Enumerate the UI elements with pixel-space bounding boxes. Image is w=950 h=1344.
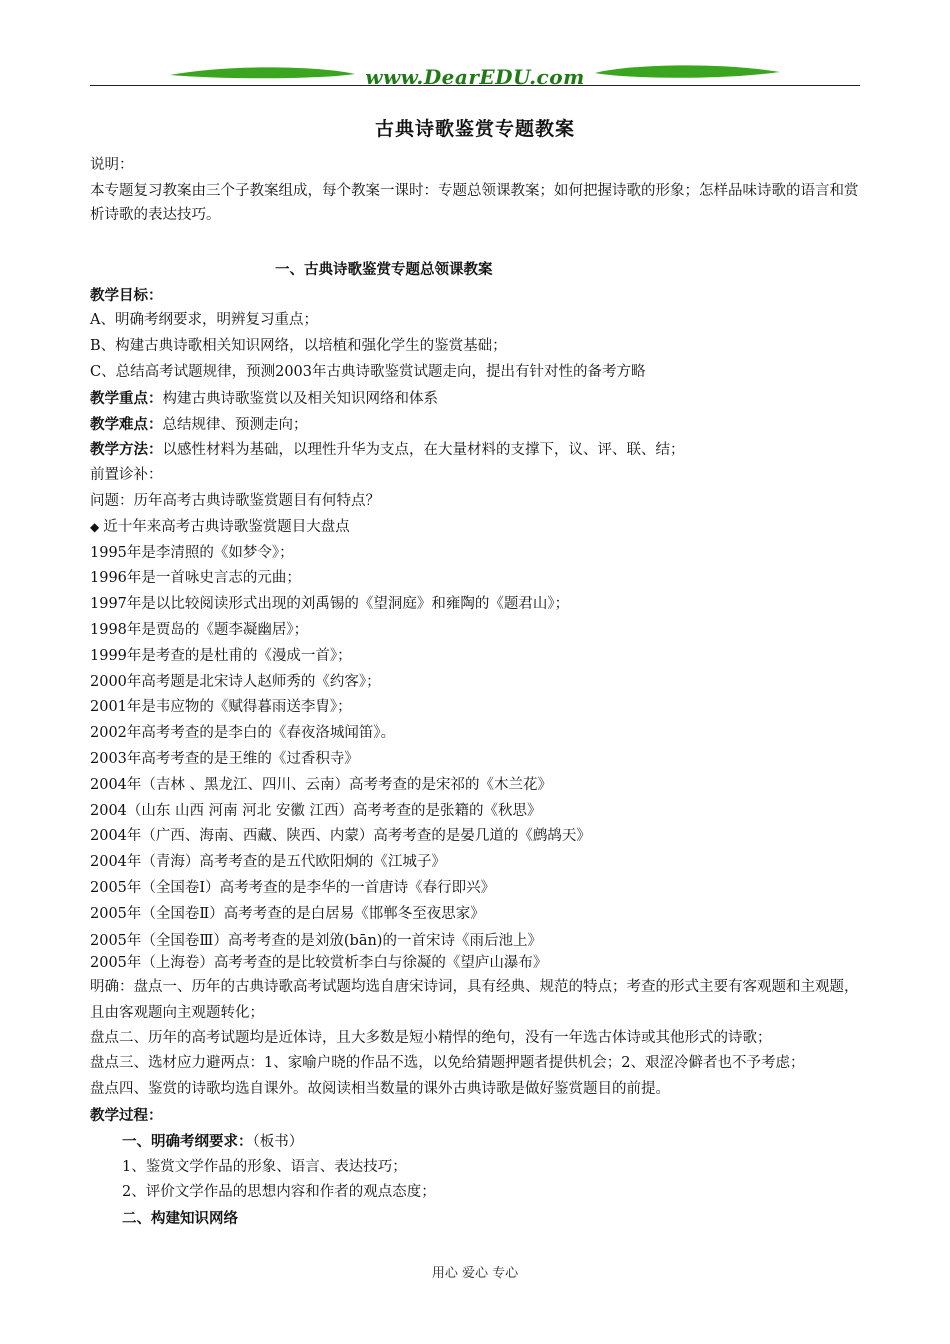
method-label: 教学方法： xyxy=(90,441,163,459)
site-logo-text: www.DearEDU.com xyxy=(365,65,585,89)
page-footer: 用心 爱心 专心 xyxy=(431,1266,519,1281)
year-item: 2002年高考考查的是李白的《春夜洛城闻笛》。 xyxy=(90,725,396,742)
point-item: 盘点二、历年的高考试题均是近体诗，且大多数是短小精悍的绝句，没有一年选古体诗或其他形式的诗歌； xyxy=(90,1029,772,1046)
year-item: 2004年（吉林 、黑龙江、四川、云南）高考考查的是宋祁的《木兰花》 xyxy=(90,776,553,793)
clarify-text: 明确：盘点一、历年的古典诗歌高考试题均选自唐宋诗词，具有经典、规范的特点；考查的形式主要有客观题和主观题，且由客观题向主观题转化； xyxy=(90,978,859,1021)
intro-text: 本专题复习教案由三个子教案组成，每个教案一课时：专题总领课教案；如何把握诗歌的形象；怎样品味诗歌的语言和赏析诗歌的表达技巧。 xyxy=(90,182,859,223)
difficulty-line xyxy=(90,412,865,438)
spacer xyxy=(90,231,865,257)
section-heading: 一、古典诗歌鉴赏专题总领课教案 xyxy=(275,260,493,278)
document-title: 古典诗歌鉴赏专题教案 xyxy=(374,118,575,140)
key-text: 构建古典诗歌鉴赏以及相关知识网络和体系 xyxy=(162,390,438,407)
goals-label: 教学目标： xyxy=(90,286,163,304)
method-text: 以感性材料为基础，以理性升华为支点，在大量材料的支撑下，议、评、联、结； xyxy=(162,442,685,459)
diamond-bullet-icon: ◆ xyxy=(90,519,100,534)
key-point-line xyxy=(90,386,865,412)
step1-item: 2、评价文学作品的思想内容和作者的观点态度； xyxy=(122,1184,436,1201)
header-rule xyxy=(90,85,860,86)
year-item: 2004（山东 山西 河南 河北 安徽 江西）高考考查的是张籍的《秋思》 xyxy=(90,802,542,819)
year-item: 2003年高考考查的是王维的《过香积寺》 xyxy=(90,750,359,767)
year-item: 2000年高考题是北宋诗人赵师秀的《约客》； xyxy=(90,673,381,690)
step1-item: 1、鉴赏文学作品的形象、语言、表达技巧； xyxy=(122,1158,407,1175)
year-item: 2005年（全国卷Ⅲ）高考考查的是刘攽(bān)的一首宋诗《雨后池上》 xyxy=(90,932,542,949)
year-item: 1996年是一首咏史言志的元曲； xyxy=(90,570,301,587)
goal-item: C、总结高考试题规律，预测2003年古典诗歌鉴赏试题走向，提出有针对性的备考方略 xyxy=(90,363,646,380)
process-label: 教学过程： xyxy=(90,1106,163,1124)
year-item: 2004年（青海）高考考查的是五代欧阳炯的《江城子》 xyxy=(90,854,446,871)
year-item: 1998年是贾岛的《题李凝幽居》； xyxy=(90,621,309,638)
step1-line xyxy=(90,1129,865,1155)
year-item: 2004年（广西、海南、西藏、陕西、内蒙）高考考查的是晏几道的《鹧鸪天》 xyxy=(90,828,591,845)
document-body xyxy=(90,153,865,1232)
question: 问题：历年高考古典诗歌鉴赏题目有何特点？ xyxy=(90,492,380,509)
year-item: 1995年是李清照的《如梦令》； xyxy=(90,544,294,561)
pre-label: 前置诊补： xyxy=(90,467,163,484)
step1-note: （板书） xyxy=(252,1133,304,1150)
key-label: 教学重点： xyxy=(90,389,163,407)
intro-label: 说明： xyxy=(90,157,134,173)
year-item: 1997年是以比较阅读形式出现的刘禹锡的《望洞庭》和雍陶的《题君山》； xyxy=(90,596,570,613)
step2-label: 二、构建知识网络 xyxy=(122,1210,238,1228)
difficulty-label: 教学难点： xyxy=(90,415,163,433)
year-item: 2005年（上海卷）高考考查的是比较赏析李白与徐凝的《望庐山瀑布》 xyxy=(90,954,548,971)
point-item: 盘点四、鉴赏的诗歌均选自课外。故阅读相当数量的课外古典诗歌是做好鉴赏题目的前提。 xyxy=(90,1081,670,1098)
list-title: 近十年来高考古典诗歌鉴赏题目大盘点 xyxy=(103,518,350,535)
year-item: 2005年（全国卷Ⅰ）高考考查的是李华的一首唐诗《春行即兴》 xyxy=(90,879,496,896)
goal-item: A、明确考纲要求，明辨复习重点； xyxy=(90,312,318,329)
year-item: 2005年（全国卷Ⅱ）高考考查的是白居易《邯郸冬至夜思家》 xyxy=(90,905,485,922)
year-item: 2001年是韦应物的《赋得暮雨送李胄》； xyxy=(90,699,352,716)
point-item: 盘点三、选材应力避两点：1、家喻户晓的作品不选，以免给猜题押题者提供机会；2、艰涩冷僻者也不予考虑； xyxy=(90,1055,805,1072)
method-line xyxy=(90,437,865,463)
list-title-line xyxy=(90,515,865,541)
year-item: 1999年是考查的是杜甫的《漫成一首》； xyxy=(90,647,352,664)
difficulty-text: 总结规律、预测走向； xyxy=(162,416,308,433)
step1-label: 一、明确考纲要求： xyxy=(122,1132,253,1150)
goal-item: B、构建古典诗歌相关知识网络，以培植和强化学生的鉴赏基础； xyxy=(90,338,507,355)
